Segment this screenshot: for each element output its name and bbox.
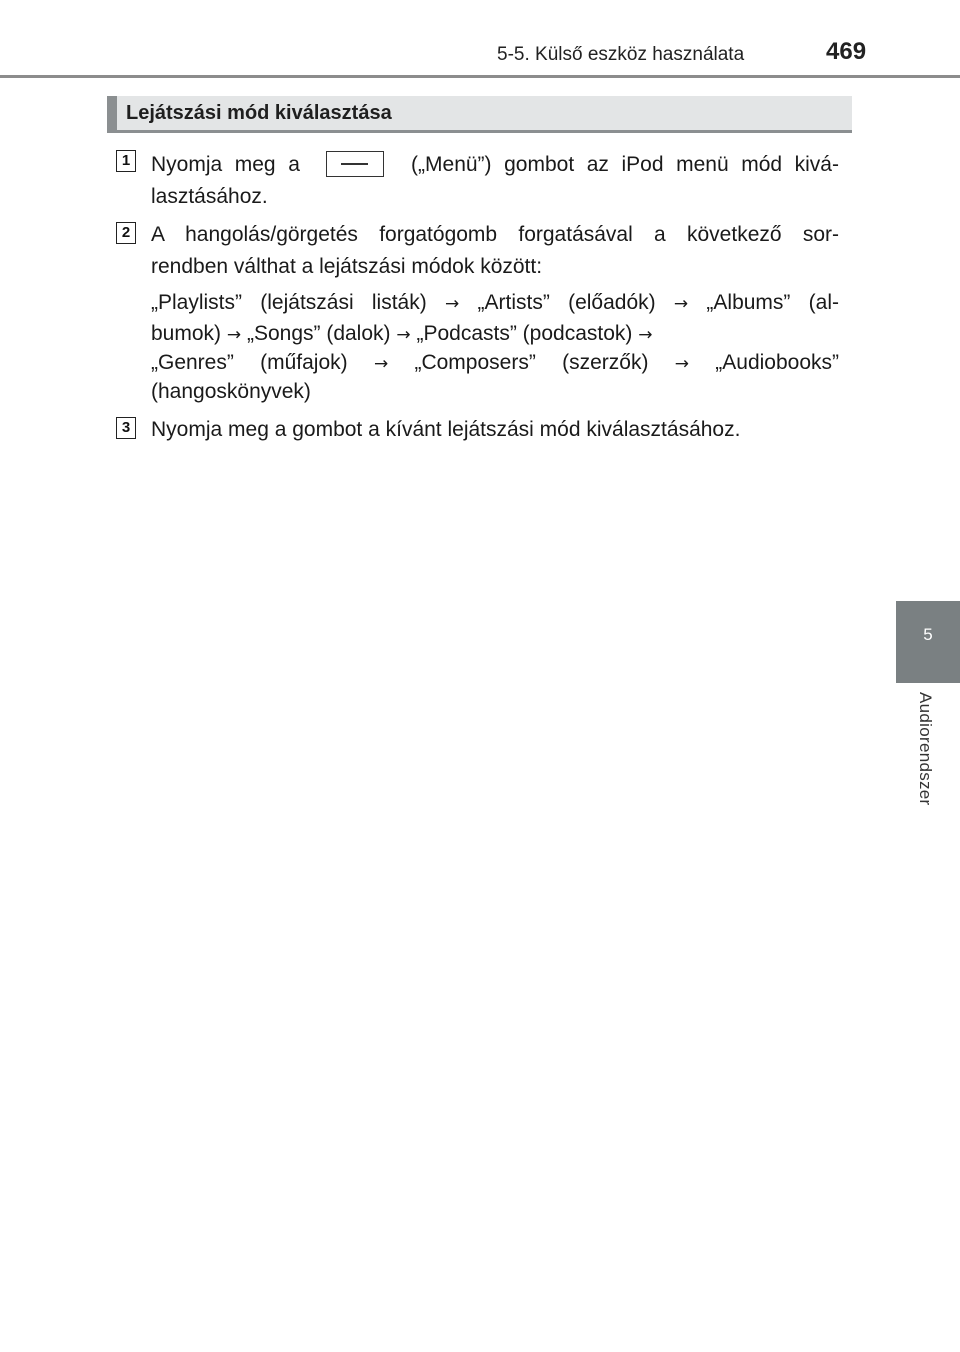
step-1-text-before: Nyomja meg a <box>151 153 300 176</box>
arrow-icon: → <box>674 354 689 374</box>
sequence-item: „Podcasts” (podcastok) <box>416 322 633 345</box>
sequence-item: „Albums” (al- <box>706 291 840 314</box>
sequence-item: bumok) <box>151 322 222 345</box>
step-1-line-1 <box>151 149 839 181</box>
step-2-line-2: rendben válthat a lejátszási módok között: <box>151 255 543 278</box>
section-title: Lejátszási mód kiválasztása <box>126 102 392 124</box>
arrow-icon: → <box>673 294 689 314</box>
arrow-icon: → <box>373 354 389 374</box>
sequence-item: „Audiobooks” <box>715 351 839 374</box>
header-divider <box>0 75 960 78</box>
step-2-line-1: A hangolás/görgetés forgatógomb forgatásával a következő sor- <box>151 223 839 246</box>
arrow-icon: → <box>444 294 460 314</box>
step-3-line-1: Nyomja meg a gombot a kívánt lejátszási mód kiválasztásához. <box>151 418 741 441</box>
step-badge-3: 3 <box>116 417 136 439</box>
step-1-text-after: („Menü”) gombot az iPod menü mód kivá- <box>411 153 839 176</box>
dash-button-icon <box>326 151 384 177</box>
section-title-bar <box>107 96 852 133</box>
running-header-section: 5-5. Külső eszköz használata <box>497 44 745 65</box>
step-badge-2: 2 <box>116 222 136 244</box>
sequence-item: „Genres” (műfajok) <box>151 351 348 374</box>
sequence-item: „Artists” (előadók) <box>477 291 656 314</box>
sequence-line-4: (hangoskönyvek) <box>151 380 311 403</box>
sequence-item: „Composers” (szerzők) <box>414 351 649 374</box>
chapter-number: 5 <box>923 625 933 644</box>
title-accent-bar <box>107 96 117 133</box>
arrow-icon: → <box>396 325 411 345</box>
step-badge-1: 1 <box>116 150 136 172</box>
arrow-icon: → <box>638 325 653 345</box>
chapter-tab <box>896 601 960 683</box>
sequence-item: „Playlists” (lejátszási listák) <box>151 291 427 314</box>
arrow-icon: → <box>226 325 242 345</box>
page-number: 469 <box>826 38 867 65</box>
sequence-item: „Songs” (dalok) <box>246 322 391 345</box>
sequence-line-1 <box>151 287 839 320</box>
step-1-line-2: lasztásához. <box>151 185 268 208</box>
chapter-label: Audiorendszer <box>916 692 935 806</box>
